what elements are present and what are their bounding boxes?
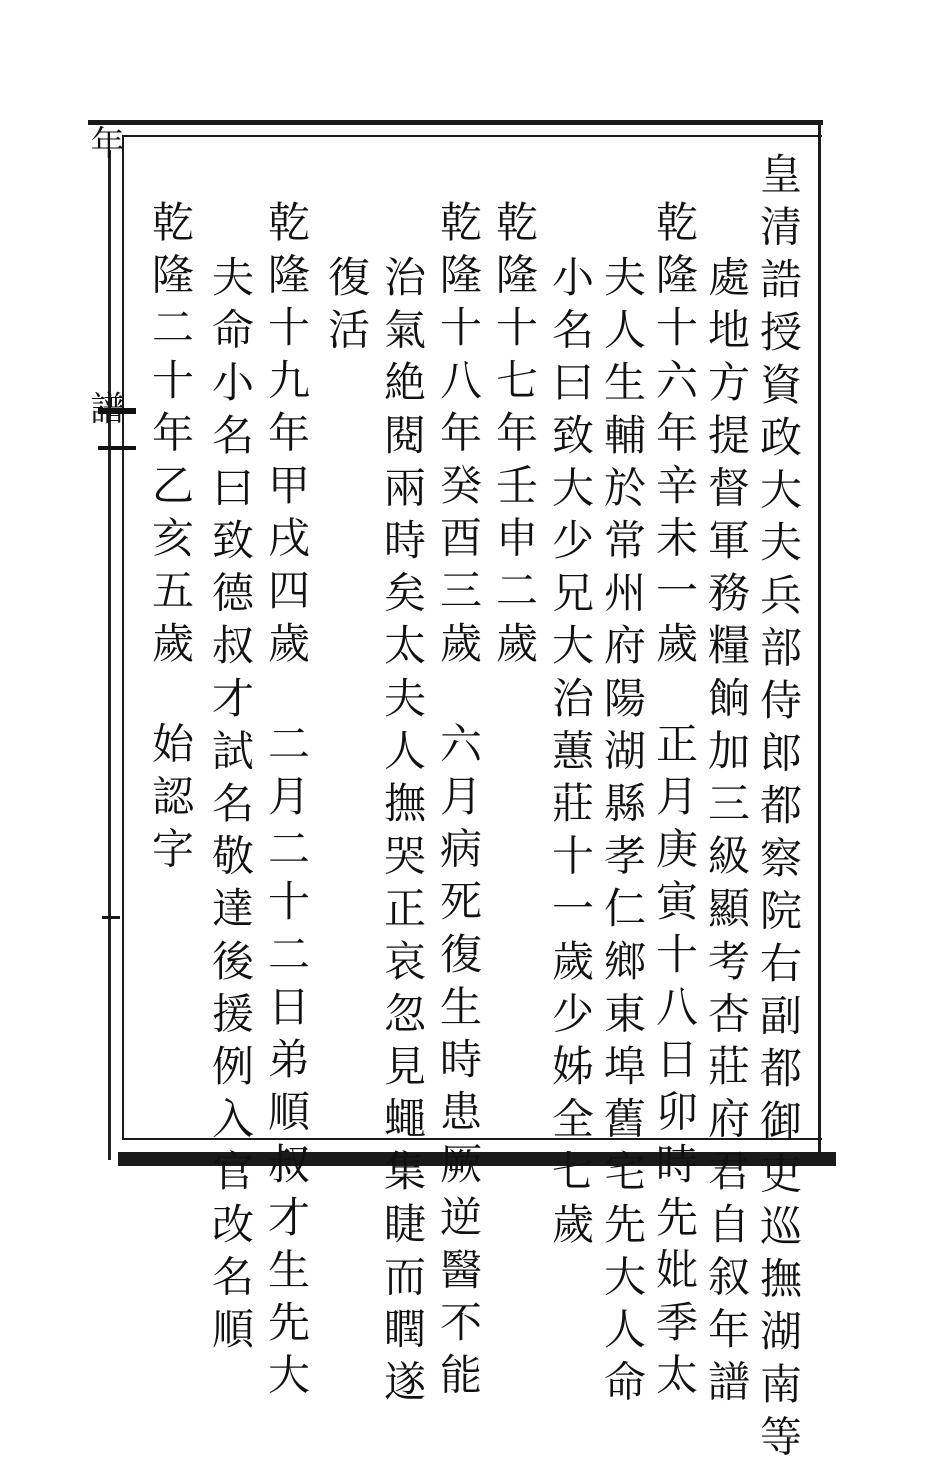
column-text: 皇清誥授資政大夫兵部侍郎都察院右副都御吏巡撫湖南等 <box>754 152 803 1467</box>
column-text: 乾隆十九年甲戌四歲 <box>262 200 311 674</box>
column-text: 治氣絶閱兩時矣太夫人撫哭正哀忽見蠅集睫而瞤遂 <box>378 255 427 1413</box>
column-text: 復活 <box>322 255 371 361</box>
column-text: 小名曰致大少兄大治蕙莊十一歲少姊全七歲 <box>546 255 595 1255</box>
text-column-2 <box>700 255 752 1412</box>
text-column-9 <box>320 255 372 360</box>
column-text: 乾隆十六年辛未一歲 <box>650 200 699 674</box>
frame-right <box>818 120 821 1165</box>
column-text: 六月病死復生時患厥逆醫不能 <box>434 721 483 1406</box>
text-column-11 <box>204 255 256 1360</box>
text-column-8 <box>376 255 428 1412</box>
text-column-1 <box>752 152 804 1467</box>
frame-left-inner <box>122 135 124 1140</box>
column-text: 乾隆十八年癸酉三歲 <box>434 200 483 674</box>
text-column-4 <box>596 255 648 1412</box>
column-text: 處地方提督軍務糧餉加三級顯考杏莊府君自叙年譜 <box>702 255 751 1413</box>
text-column-12 <box>144 200 196 879</box>
column-text: 乾隆十七年壬申二歲 <box>490 200 539 674</box>
text-column-5 <box>544 255 596 1254</box>
column-text: 夫人生輔於常州府陽湖縣孝仁鄉東埠舊宅先大人命 <box>598 255 647 1413</box>
margin-title <box>84 125 124 445</box>
column-text: 正月庚寅十八日卯時先妣季太 <box>650 721 699 1406</box>
column-text: 夫命小名曰致德叔才試名敬達後援例入官改名順 <box>206 255 255 1360</box>
margin-section-char: 譜 <box>84 390 124 445</box>
frame-top-outer <box>88 120 823 125</box>
text-column-3 <box>648 200 700 1405</box>
column-text: 二月二十二日弟順叔才生先大 <box>262 721 311 1406</box>
frame-top-inner <box>122 135 822 137</box>
column-text: 乾隆二十年乙亥五歲 <box>146 200 195 674</box>
text-column-10 <box>260 200 312 1405</box>
margin-tick <box>102 916 120 919</box>
text-column-6 <box>488 200 540 673</box>
margin-title-char: 年 <box>84 125 124 179</box>
column-text: 始認字 <box>146 721 195 880</box>
text-column-7 <box>432 200 484 1405</box>
